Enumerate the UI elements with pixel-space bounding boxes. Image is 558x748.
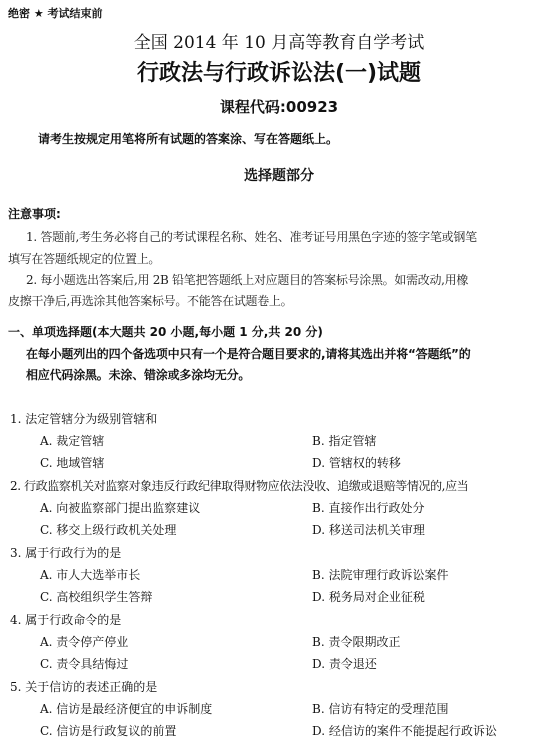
- exam-name: 全国 2014 年 10 月高等教育自学考试: [133, 33, 425, 53]
- question-4-option-b: B. 责令限期改正: [312, 635, 401, 649]
- part-description-line-1: 在每小题列出的四个备选项中只有一个是符合题目要求的,请将其选出并将“答题纸”的: [26, 347, 471, 361]
- question-4-option-c: C. 责令具结悔过: [40, 657, 129, 671]
- section-title: 选择题部分: [244, 168, 314, 184]
- question-3-option-d: D. 税务局对企业征税: [312, 590, 425, 604]
- page-title: 行政法与行政诉讼法(一)试题: [136, 61, 422, 86]
- question-3-option-a: A. 市人大选举市长: [40, 568, 141, 582]
- notice-heading: 注意事项:: [8, 207, 61, 221]
- question-2-option-d: D. 移送司法机关审理: [312, 523, 425, 537]
- question-2-option-c: C. 移交上级行政机关处理: [40, 523, 177, 537]
- question-1-option-d: D. 管辖权的转移: [312, 456, 401, 470]
- notice-item-1-line-1: 1. 答题前,考生务必将自己的考试课程名称、姓名、准考证号用黑色字迹的签字笔或钢笔: [26, 230, 477, 244]
- secret-label: 绝密 ★ 考试结束前: [8, 7, 103, 20]
- question-1-option-b: B. 指定管辖: [312, 434, 377, 448]
- question-1-stem: 1. 法定管辖分为级别管辖和: [10, 412, 158, 426]
- question-2-stem: 2. 行政监察机关对监察对象违反行政纪律取得财物应依法没收、追缴或退赔等情况的,应当: [10, 479, 469, 493]
- question-5-stem: 5. 关于信访的表述正确的是: [10, 680, 158, 694]
- notice-item-1-line-2: 填写在答题纸规定的位置上。: [8, 252, 161, 266]
- question-5-option-a: A. 信访是最经济便宜的申诉制度: [40, 702, 213, 716]
- question-5-option-b: B. 信访有特定的受理范围: [312, 702, 449, 716]
- course-code: 课程代码:00923: [219, 98, 339, 116]
- question-3-stem: 3. 属于行政行为的是: [10, 546, 122, 560]
- notice-item-2-line-1: 2. 每小题选出答案后,用 2B 铅笔把答题纸上对应题目的答案标号涂黑。如需改动,用橡: [26, 273, 469, 287]
- question-4-option-a: A. 责令停产停业: [40, 635, 129, 649]
- question-3-option-b: B. 法院审理行政诉讼案件: [312, 568, 449, 582]
- answer-instruction: 请考生按规定用笔将所有试题的答案涂、写在答题纸上。: [38, 132, 339, 146]
- question-1-option-a: A. 裁定管辖: [40, 434, 105, 448]
- part-heading: 一、单项选择题(本大题共 20 小题,每小题 1 分,共 20 分): [8, 325, 323, 339]
- question-3-option-c: C. 高校组织学生答辩: [40, 590, 153, 604]
- question-5-option-d: D. 经信访的案件不能提起行政诉讼: [312, 724, 497, 738]
- question-2-option-a: A. 向被监察部门提出监察建议: [40, 501, 201, 515]
- question-2-option-b: B. 直接作出行政处分: [312, 501, 425, 515]
- notice-item-2-line-2: 皮擦干净后,再选涂其他答案标号。不能答在试题卷上。: [8, 294, 293, 308]
- question-4-option-d: D. 责令退还: [312, 657, 377, 671]
- question-1-option-c: C. 地域管辖: [40, 456, 105, 470]
- question-5-option-c: C. 信访是行政复议的前置: [40, 724, 177, 738]
- question-4-stem: 4. 属于行政命令的是: [10, 613, 122, 627]
- part-description-line-2: 相应代码涂黑。未涂、错涂或多涂均无分。: [26, 368, 251, 382]
